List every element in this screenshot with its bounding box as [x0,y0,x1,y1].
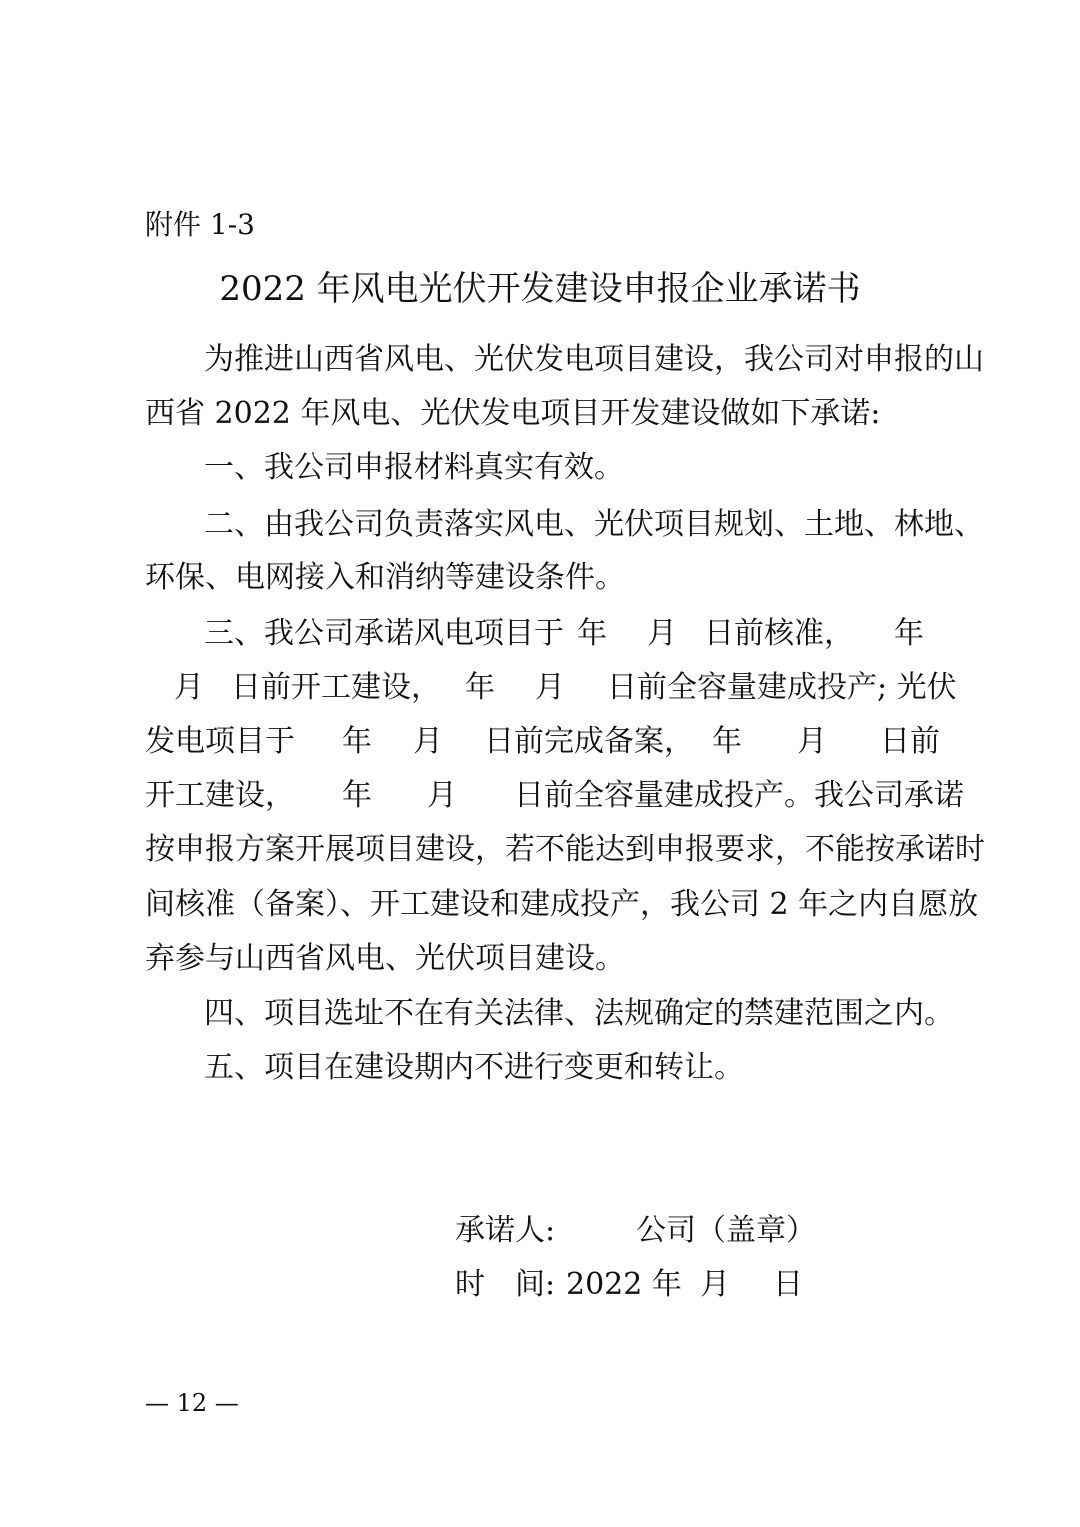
item3-day-text: 日前核准， [704,616,854,651]
commitment-item-1: 一、我公司申报材料真实有效。 [204,450,624,485]
item3-text: 日前全容量建成投产。我公司承诺 [514,778,964,813]
item3-text: 日前 [880,724,940,759]
commitment-item-4: 四、项目选址不在有关法律、法规确定的禁建范围之内。 [204,996,954,1031]
item3-month-blank: 月 [413,724,443,759]
item3-month-blank: 月 [647,616,677,651]
item3-year-blank: 年 [342,724,372,759]
page-number: — 12 — [145,1389,239,1417]
commitment-item-5: 五、项目在建设期内不进行变更和转让。 [204,1050,744,1085]
document-title: 2022 年风电光伏开发建设申报企业承诺书 [219,269,861,309]
item3-year-blank: 年 [465,670,495,705]
commitment-item-3-line-5: 按申报方案开展项目建设，若不能达到申报要求，不能按承诺时 [145,832,985,867]
item3-text: 开工建设， [145,778,295,813]
intro-line-2: 西省 2022 年风电、光伏发电项目开发建设做如下承诺: [145,396,881,431]
item3-text: 三、我公司承诺风电项目于 [204,616,564,651]
signature-day: 日 [773,1267,803,1302]
item3-year-blank: 年 [342,778,372,813]
commitment-item-3-line-7: 弃参与山西省风电、光伏项目建设。 [145,941,625,976]
item3-text: 日前开工建设， [231,670,441,705]
item3-year-blank: 年 [894,616,924,651]
commitment-item-2-line-2: 环保、电网接入和消纳等建设条件。 [145,560,625,595]
item3-year-blank: 年 [712,724,742,759]
signature-year: 2022 年 [566,1267,682,1302]
item3-text: 日前全容量建成投产; 光伏 [607,670,957,705]
company-seal-label: 公司（盖章） [636,1213,816,1248]
time-label: 时 间: [455,1267,556,1302]
promisor-label: 承诺人: [455,1213,556,1248]
item3-month-blank: 月 [174,670,204,705]
signature-month: 月 [700,1267,730,1302]
item3-text: 发电项目于 [145,724,295,759]
item3-month-blank: 月 [427,778,457,813]
item3-month-blank: 月 [535,670,565,705]
commitment-item-3-line-6: 间核准（备案）、开工建设和建成投产，我公司 2 年之内自愿放 [145,887,979,922]
intro-line-1: 为 推 进 山 西 省 风 电 、 光 伏 发 电 项 目 建 设 ， 我 公 司 对 申 报 的 山 [204,342,984,377]
attachment-label: 附件 1-3 [145,208,255,241]
item3-year-blank: 年 [577,616,607,651]
item3-month-blank: 月 [797,724,827,759]
item3-text: 日前完成备案， [484,724,694,759]
commitment-item-2-line-1: 二、由我公司负责落实风电、光伏项目规划、土地、林地、 [204,507,984,542]
